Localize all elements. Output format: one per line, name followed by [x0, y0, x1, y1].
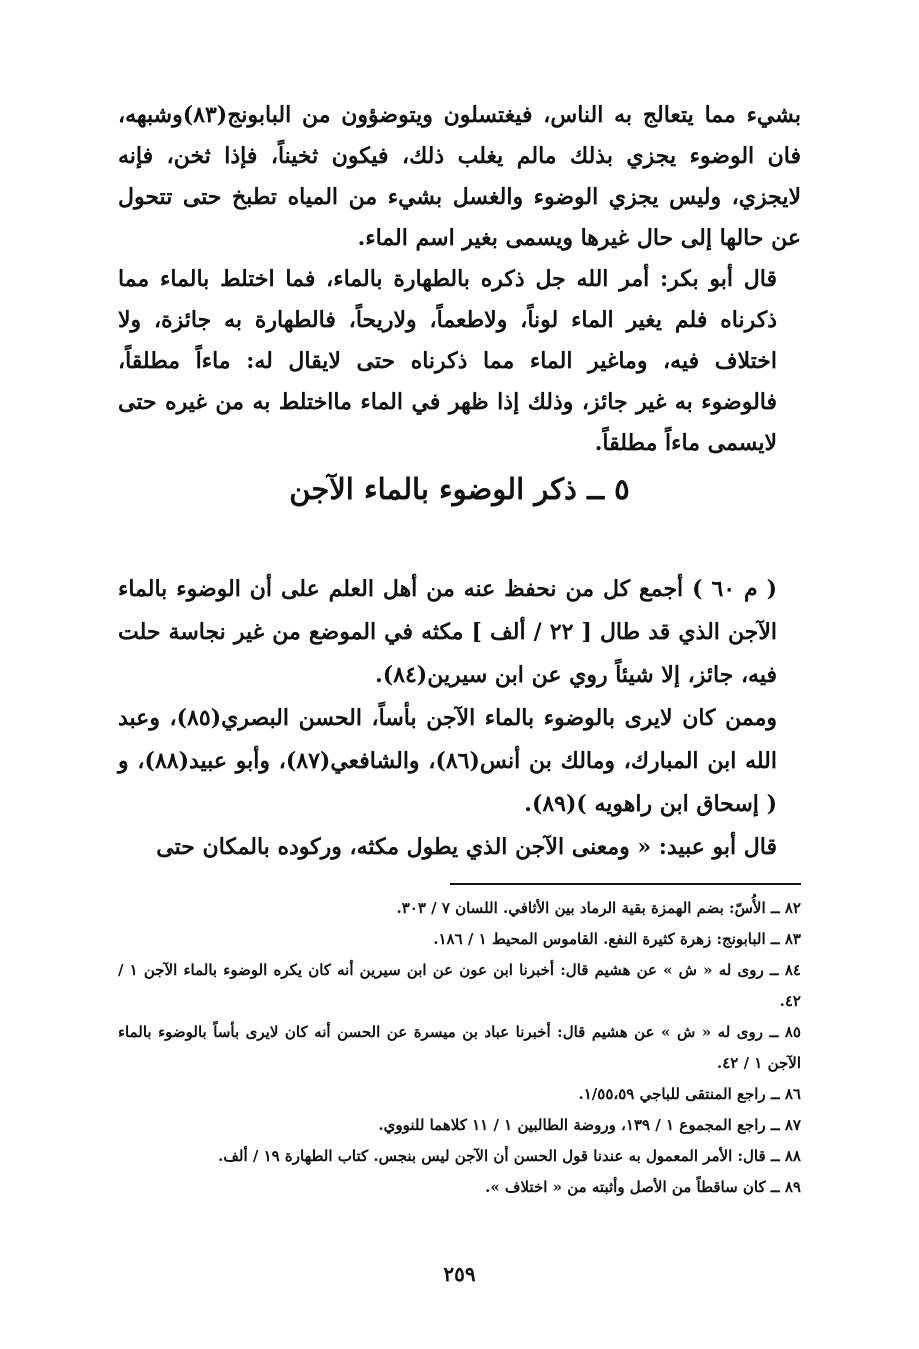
footnote-89: ٨٩ ــ كان ساقطاً من الأصل وأثبته من « اختلاف ». [485, 1178, 801, 1196]
section-paragraph-1: ( م ٦٠ ) أجمع كل من نحفظ عنه من أهل العلم على أن الوضوء بالماء الآجن الذي قد طال [ ٢٢ / ألف ] مكثه في الموضع من غير نجاسة حلت فيه، جائز، إلا شيئاً روي عن ابن سيرين(٨٤). [118, 576, 777, 688]
footnotes [118, 893, 801, 1203]
footnote-86: ٨٦ ــ راجع المنتقى للباجي ١/٥٥،٥٩. [578, 1085, 801, 1103]
section-text-block [118, 568, 801, 869]
footnote-divider [450, 883, 801, 885]
section-paragraph-3: قال أبو عبيد: « ومعنى الآجن الذي يطول مكثه، وركوده بالمكان حتى [156, 834, 777, 860]
footnote-88: ٨٨ ــ قال: الأمر المعمول به عندنا قول الحسن أن الآجن ليس بنجس. كتاب الطهارة ١٩ / ألف. [218, 1147, 801, 1165]
footnote-84: ٨٤ ــ روى له « ش » عن هشيم قال: أخبرنا ابن عون عن ابن سيرين أنه كان يكره الوضوء بالماء الآجن ١ / ٤٢. [118, 961, 801, 1010]
footnote-83: ٨٣ ــ البابونج: زهرة كثيرة النفع. القاموس المحيط ١ / ١٨٦. [433, 930, 801, 948]
section-heading: ٥ ــ ذكر الوضوء بالماء الآجن [289, 472, 630, 506]
paragraph-1: بشيء مما يتعالج به الناس، فيغتسلون ويتوضؤون من البابونج(٨٣)وشبهه، فان الوضوء يجزي بذلك مالم يغلب ذلك، فيكون ثخيناً، فإذا ثخن، فإنه لايجزي، وليس يجزي الوضوء والغسل بشيء من المياه تطبخ حتى تتحول عن حالها إلى حال غيرها ويسمى بغير اسم الماء. [118, 102, 801, 251]
footnote-87: ٨٧ ــ راجع المجموع ١ / ١٣٩، وروضة الطالبين ١ / ١١ كلاهما للنووي. [378, 1116, 801, 1134]
page-number: ٢٥٩ [443, 1262, 476, 1286]
section-paragraph-2: وممن كان لايرى بالوضوء بالماء الآجن بأساً، الحسن البصري(٨٥)، وعبد الله ابن المبارك، ومالك بن أنس(٨٦)، والشافعي(٨٧)، وأبو عبيد(٨٨)، و ( إسحاق ابن راهويه )(٨٩). [118, 705, 777, 817]
footnote-82: ٨٢ ــ الأُسّ: بضم الهمزة بقية الرماد بين الأثافي. اللسان ٧ / ٣٠٣. [396, 899, 801, 917]
footnote-85: ٨٥ ــ روى له « ش » عن هشيم قال: أخبرنا عباد بن ميسرة عن الحسن أنه كان لايرى بأساً بالوضوء بالماء الآجن ١ / ٤٢. [118, 1023, 801, 1072]
paragraph-2: قال أبو بكر: أمر الله جل ذكره بالطهارة بالماء، فما اختلط بالماء مما ذكرناه فلم يغير الماء لوناً، ولاطعماً، ولاريحاً، فالطهارة به جائزة، ولا اختلاف فيه، وماغير الماء مما ذكرناه حتى لايقال له: ماءاً مطلقاً، فالوضوء به غير جائز، وذلك إذا ظهر في الماء مااختلط به من غيره حتى لايسمى ماءاً مطلقاً. [118, 266, 777, 456]
top-text-block [118, 95, 801, 464]
